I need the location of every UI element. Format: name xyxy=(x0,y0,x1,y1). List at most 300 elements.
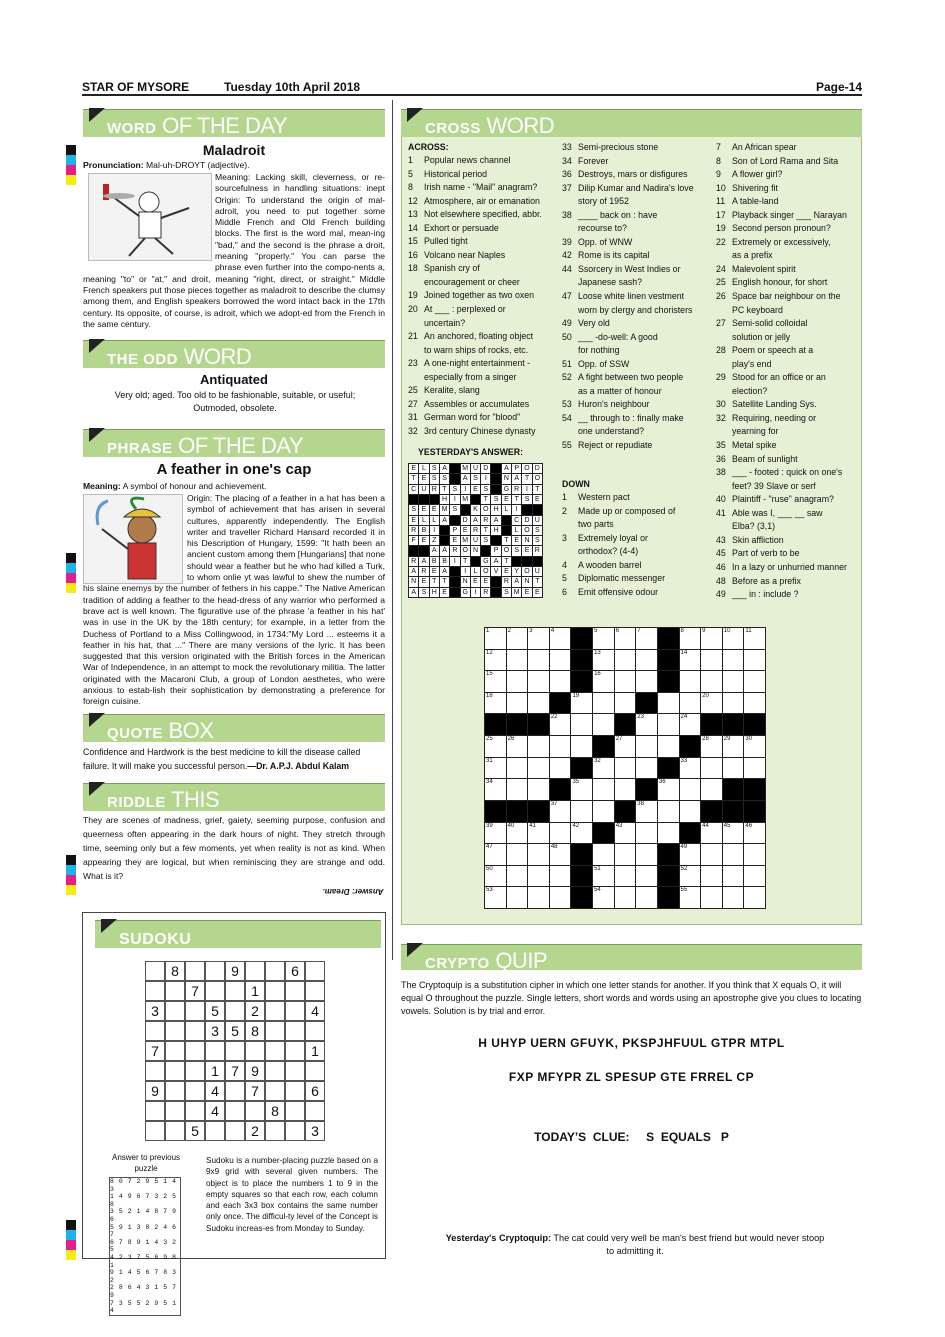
crossword-black-cell xyxy=(570,649,593,672)
crossword-cell[interactable]: 47 xyxy=(484,843,507,866)
sudoku-cell[interactable] xyxy=(285,1081,305,1101)
crossword-cell[interactable]: 18 xyxy=(484,692,507,715)
crossword-cell[interactable]: 32 xyxy=(592,757,615,780)
clue-row xyxy=(716,412,860,426)
yesterday-answer-cell: A xyxy=(408,566,419,577)
sudoku-cell[interactable] xyxy=(265,1121,285,1141)
crossword-cell[interactable]: 36 xyxy=(657,778,680,801)
sudoku-cell[interactable]: 3 xyxy=(145,1001,165,1021)
clue-number: 16 xyxy=(408,249,418,260)
sudoku-cell[interactable] xyxy=(265,961,285,981)
crossword-cell[interactable] xyxy=(592,843,615,866)
yesterday-answer-cell: A xyxy=(429,545,440,556)
sudoku-cell[interactable] xyxy=(225,1001,245,1021)
sudoku-cell[interactable] xyxy=(285,1041,305,1061)
crossword-cell[interactable]: 12 xyxy=(484,649,507,672)
crossword-cell[interactable] xyxy=(614,843,637,866)
crossword-cell[interactable] xyxy=(506,649,529,672)
sudoku-cell[interactable] xyxy=(205,1041,225,1061)
crossword-cell[interactable] xyxy=(614,692,637,715)
crossword-cell[interactable] xyxy=(743,843,766,866)
sudoku-cell[interactable] xyxy=(285,1001,305,1021)
clue-number: 39 xyxy=(562,236,572,247)
sudoku-cell[interactable] xyxy=(245,1041,265,1061)
crossword-cell[interactable] xyxy=(614,649,637,672)
sudoku-cell[interactable] xyxy=(225,981,245,1001)
crossword-cell[interactable] xyxy=(743,865,766,888)
crossword-cell[interactable]: 27 xyxy=(614,735,637,758)
sudoku-cell[interactable]: 2 xyxy=(245,1001,265,1021)
crossword-cell[interactable] xyxy=(722,843,745,866)
clue-row xyxy=(716,520,860,534)
crossword-cell[interactable] xyxy=(592,778,615,801)
sudoku-cell[interactable]: 4 xyxy=(205,1081,225,1101)
crossword-cell[interactable]: 5 xyxy=(592,627,615,650)
clue-number: 25 xyxy=(716,277,726,288)
crossword-cell[interactable] xyxy=(700,649,723,672)
crossword-cell[interactable] xyxy=(679,692,702,715)
odd-word-title: Antiquated xyxy=(200,372,268,387)
crossword-cell[interactable] xyxy=(657,800,680,823)
crossword-black-cell xyxy=(484,713,507,736)
clue-text: especially from a singer xyxy=(424,371,517,382)
clue-number: 7 xyxy=(716,142,721,152)
clue-text: Poem or speech at a xyxy=(732,345,814,356)
sudoku-cell[interactable] xyxy=(265,1021,285,1041)
sudoku-cell[interactable]: 5 xyxy=(185,1121,205,1141)
sudoku-cell[interactable] xyxy=(265,981,285,1001)
crossword-cell[interactable] xyxy=(527,843,550,866)
sudoku-cell[interactable]: 1 xyxy=(205,1061,225,1081)
crossword-cell[interactable]: 50 xyxy=(484,865,507,888)
sudoku-cell[interactable] xyxy=(305,961,325,981)
sudoku-cell[interactable]: 4 xyxy=(305,1001,325,1021)
yesterday-answer-cell: S xyxy=(429,473,440,484)
band-corner xyxy=(89,782,105,796)
crossword-black-cell xyxy=(657,886,680,909)
clue-row xyxy=(562,491,712,505)
crossword-cell[interactable]: 3 xyxy=(527,627,550,650)
clue-number xyxy=(562,222,578,236)
crossword-cell[interactable]: 37 xyxy=(549,800,572,823)
sudoku-cell[interactable] xyxy=(185,1021,205,1041)
yesterday-answer-cell: I xyxy=(429,525,440,536)
crossword-cell[interactable] xyxy=(549,757,572,780)
crossword-cell[interactable]: 24 xyxy=(679,713,702,736)
crossword-cell[interactable]: 1 xyxy=(484,627,507,650)
sudoku-cell[interactable] xyxy=(285,1021,305,1041)
sudoku-cell[interactable] xyxy=(285,1101,305,1121)
crossword-cell[interactable]: 20 xyxy=(700,692,723,715)
sudoku-cell[interactable]: 7 xyxy=(225,1061,245,1081)
crossword-cell[interactable] xyxy=(635,865,658,888)
sudoku-cell[interactable] xyxy=(145,1021,165,1041)
crossword-cell[interactable]: 49 xyxy=(679,843,702,866)
word-of-the-day-band xyxy=(83,109,385,137)
crossword-black-cell xyxy=(743,713,766,736)
crossword-cell[interactable] xyxy=(700,670,723,693)
sudoku-cell[interactable] xyxy=(225,1041,245,1061)
crossword-cell[interactable]: 15 xyxy=(484,670,507,693)
clue-number: 28 xyxy=(716,345,726,356)
clue-row xyxy=(562,317,712,331)
crossword-cell[interactable]: 16 xyxy=(592,670,615,693)
clue-text: Extremely loyal or xyxy=(578,532,648,543)
sudoku-cell[interactable]: 7 xyxy=(145,1041,165,1061)
crossword-cell[interactable]: 19 xyxy=(570,692,593,715)
yesterday-cryptoquip-text: The cat could very well be man's best friend but would never stoop to admitting it. xyxy=(551,1233,825,1256)
sudoku-cell[interactable] xyxy=(185,1041,205,1061)
crossword-cell[interactable] xyxy=(657,822,680,845)
crossword-cell[interactable]: 22 xyxy=(549,713,572,736)
yesterday-answer-cell: A xyxy=(501,463,512,474)
clue-number xyxy=(716,249,732,263)
crossword-cell[interactable]: 55 xyxy=(679,886,702,909)
sudoku-cell[interactable]: 7 xyxy=(185,981,205,1001)
crossword-cell[interactable] xyxy=(549,735,572,758)
meaning-label: Meaning: xyxy=(83,481,121,491)
crossword-cell[interactable]: 33 xyxy=(679,757,702,780)
crossword-cell[interactable] xyxy=(506,692,529,715)
yesterday-answer-cell: G xyxy=(501,484,512,495)
crossword-cell[interactable]: 54 xyxy=(592,886,615,909)
sudoku-cell[interactable] xyxy=(145,1121,165,1141)
sudoku-cell[interactable] xyxy=(185,1081,205,1101)
crossword-cell[interactable]: 41 xyxy=(527,822,550,845)
crossword-cell[interactable]: 46 xyxy=(743,822,766,845)
sudoku-cell[interactable] xyxy=(145,961,165,981)
crossword-cell[interactable]: 4 xyxy=(549,627,572,650)
crossword-cell[interactable] xyxy=(635,757,658,780)
crossword-cell[interactable] xyxy=(657,735,680,758)
crossword-cell[interactable] xyxy=(570,800,593,823)
crossword-cell[interactable] xyxy=(635,822,658,845)
crossword-cell[interactable] xyxy=(657,713,680,736)
crossword-cell[interactable]: 28 xyxy=(700,735,723,758)
previous-answer-row: 2 8 6 4 3 1 5 7 9 xyxy=(110,1284,177,1299)
crossword-cell[interactable] xyxy=(549,865,572,888)
sudoku-cell[interactable] xyxy=(165,981,185,1001)
sudoku-cell[interactable]: 5 xyxy=(205,1001,225,1021)
column-divider xyxy=(392,100,393,960)
sudoku-cell[interactable] xyxy=(245,961,265,981)
sudoku-cell[interactable] xyxy=(165,1041,185,1061)
crossword-cell[interactable] xyxy=(506,865,529,888)
crossword-cell[interactable] xyxy=(549,886,572,909)
yesterday-answer-cell: E xyxy=(521,545,532,556)
clue-row xyxy=(562,586,712,600)
crossword-cell[interactable] xyxy=(506,757,529,780)
crossword-cell[interactable]: 26 xyxy=(506,735,529,758)
clue-text: Dilip Kumar and Nadira's love xyxy=(578,182,694,193)
sudoku-cell[interactable] xyxy=(185,1061,205,1081)
sudoku-cell[interactable]: 2 xyxy=(245,1121,265,1141)
crossword-cell[interactable] xyxy=(506,843,529,866)
sudoku-cell[interactable] xyxy=(185,961,205,981)
crossword-band xyxy=(401,109,862,137)
clue-row xyxy=(716,480,860,494)
sudoku-grid xyxy=(145,961,325,1141)
sudoku-cell[interactable] xyxy=(285,1061,305,1081)
sudoku-cell[interactable] xyxy=(145,1101,165,1121)
sudoku-cell[interactable]: 9 xyxy=(245,1061,265,1081)
clue-row xyxy=(408,276,558,290)
sudoku-cell[interactable] xyxy=(165,1081,185,1101)
crossword-cell[interactable] xyxy=(700,843,723,866)
crossword-cell[interactable] xyxy=(614,757,637,780)
crossword-cell[interactable] xyxy=(592,692,615,715)
band-corner xyxy=(101,919,117,933)
clue-text: Emit offensive odour xyxy=(578,586,659,597)
crossword-cell[interactable] xyxy=(527,757,550,780)
sudoku-cell[interactable]: 8 xyxy=(165,961,185,981)
crossword-cell[interactable] xyxy=(722,865,745,888)
crossword-black-cell xyxy=(506,800,529,823)
clue-text: play's end xyxy=(732,358,772,369)
crossword-cell[interactable]: 53 xyxy=(484,886,507,909)
crossword-cell[interactable]: 45 xyxy=(722,822,745,845)
crossword-cell[interactable]: 38 xyxy=(635,800,658,823)
crossword-cell[interactable]: 14 xyxy=(679,649,702,672)
crossword-cell[interactable] xyxy=(527,778,550,801)
sudoku-cell[interactable] xyxy=(165,1061,185,1081)
crossword-cell[interactable]: 7 xyxy=(635,627,658,650)
sudoku-cell[interactable] xyxy=(265,1001,285,1021)
clue-row xyxy=(562,195,712,209)
band-corner xyxy=(89,339,105,353)
crossword-cell[interactable] xyxy=(614,778,637,801)
crossword-cell[interactable] xyxy=(635,843,658,866)
cryptoquip-line-2: FXP MFYPR ZL SPESUP GTE FRREL CP xyxy=(508,1070,755,1084)
sudoku-cell[interactable]: 8 xyxy=(245,1021,265,1041)
cryptoquip-band xyxy=(401,944,862,973)
sudoku-cell[interactable]: 7 xyxy=(245,1081,265,1101)
crossword-cell[interactable]: 48 xyxy=(549,843,572,866)
sudoku-cell[interactable] xyxy=(265,1081,285,1101)
sudoku-cell[interactable] xyxy=(305,1061,325,1081)
sudoku-cell[interactable] xyxy=(205,961,225,981)
sudoku-cell[interactable]: 9 xyxy=(145,1081,165,1101)
clue-number: 23 xyxy=(408,358,418,369)
clue-row xyxy=(716,507,860,521)
crossword-cell[interactable] xyxy=(700,886,723,909)
image-wrap-spacer xyxy=(83,493,187,581)
crossword-cell[interactable]: 52 xyxy=(679,865,702,888)
clue-row xyxy=(562,505,712,519)
clue-number: 36 xyxy=(562,169,572,180)
sudoku-cell[interactable]: 6 xyxy=(305,1081,325,1101)
sudoku-cell[interactable]: 8 xyxy=(265,1101,285,1121)
sudoku-cell[interactable] xyxy=(265,1061,285,1081)
sudoku-cell[interactable] xyxy=(305,981,325,1001)
crossword-cell[interactable]: 42 xyxy=(570,822,593,845)
crossword-cell[interactable] xyxy=(700,757,723,780)
crossword-cell[interactable] xyxy=(635,649,658,672)
clue-row xyxy=(562,344,712,358)
crossword-cell[interactable] xyxy=(570,735,593,758)
odd-word-band xyxy=(83,340,385,368)
sudoku-cell[interactable] xyxy=(305,1021,325,1041)
crossword-cell[interactable] xyxy=(570,713,593,736)
crossword-cell[interactable] xyxy=(527,865,550,888)
crossword-cell[interactable] xyxy=(722,757,745,780)
yesterday-answer-cell: E xyxy=(521,587,532,598)
crossword-cell[interactable] xyxy=(506,778,529,801)
crossword-cell[interactable] xyxy=(679,778,702,801)
crossword-cell[interactable] xyxy=(527,649,550,672)
sudoku-cell[interactable] xyxy=(165,1021,185,1041)
sudoku-cell[interactable]: 1 xyxy=(305,1041,325,1061)
sudoku-cell[interactable] xyxy=(205,1121,225,1141)
crossword-cell[interactable] xyxy=(743,886,766,909)
crossword-cell[interactable] xyxy=(700,778,723,801)
yesterday-answer-cell: S xyxy=(501,587,512,598)
crossword-cell[interactable] xyxy=(592,800,615,823)
yesterday-answer-cell: U xyxy=(532,515,543,526)
crossword-cell[interactable]: 40 xyxy=(506,822,529,845)
crossword-cell[interactable] xyxy=(743,757,766,780)
crossword-cell[interactable]: 10 xyxy=(722,627,745,650)
crossword-cell[interactable] xyxy=(614,865,637,888)
crossword-cell[interactable]: 13 xyxy=(592,649,615,672)
clue-number: 15 xyxy=(408,236,418,247)
crossword-cell[interactable] xyxy=(614,886,637,909)
yesterday-answer-cell: R xyxy=(480,515,491,526)
crossword-cell[interactable] xyxy=(743,649,766,672)
crossword-cell[interactable] xyxy=(549,822,572,845)
crossword-cell[interactable]: 35 xyxy=(570,778,593,801)
sudoku-cell[interactable] xyxy=(145,1061,165,1081)
phrase-body-text: Origin: The placing of a feather in a hat has been a symbol of achievement that has arisen in several cultures, apparently independently. The English writer and traveller Richard Hansard recorded it in his Description of Hungary, 1599: "It hath been an ancient custom among them [Hungarians] that none should wear a feather but he who had killed a Turk, to whom onlie yt was lawful to shew the number of his slaine enemys by the number of fethers in his cappe." The Native American tradition of adding a feather to the head-dress of any warrior who performed a brave act is well known. The figurative use of the phrase 'a feather in his hat' was in use in the UK by the 18th century; for example, in a letter from the Duchess of Portland to a Miss Collingwood, in 1734:"My Lord ... esteems it a feather in his hat, that ..." There are many versions of the lyric. It has been suggested that this version originated with the British forces in the American War of Independence, in an attempt to mock the revolutionary militia. The latter originated with the Macaroni Club, a group of London aesthetes, who were anxious to estab-lish their sophistication by demonstrating a preference for foreign cuisine. xyxy=(83,493,385,707)
crossword-cell[interactable]: 43 xyxy=(614,822,637,845)
clue-number: 51 xyxy=(562,358,572,369)
clue-row xyxy=(716,493,860,507)
sudoku-cell[interactable] xyxy=(205,981,225,1001)
sudoku-cell[interactable] xyxy=(165,1101,185,1121)
crossword-cell[interactable]: 11 xyxy=(743,627,766,650)
clue-text: A flower girl? xyxy=(732,169,783,180)
crossword-cell[interactable] xyxy=(700,865,723,888)
crossword-cell[interactable] xyxy=(614,670,637,693)
band-corner xyxy=(89,108,105,122)
sudoku-cell[interactable] xyxy=(285,1121,305,1141)
crossword-cell[interactable]: 34 xyxy=(484,778,507,801)
sudoku-cell[interactable]: 1 xyxy=(245,981,265,1001)
clue-text: 3rd century Chinese dynasty xyxy=(424,425,536,436)
crossword-cell[interactable] xyxy=(506,670,529,693)
crossword-cell[interactable] xyxy=(549,649,572,672)
sudoku-cell[interactable] xyxy=(225,1121,245,1141)
crossword-cell[interactable] xyxy=(635,735,658,758)
crossword-cell[interactable]: 44 xyxy=(700,822,723,845)
sudoku-cell[interactable]: 4 xyxy=(205,1101,225,1121)
previous-sudoku-answer xyxy=(109,1177,181,1316)
sudoku-cell[interactable] xyxy=(225,1081,245,1101)
crossword-cell[interactable]: 31 xyxy=(484,757,507,780)
yesterday-answer-cell: E xyxy=(429,566,440,577)
sudoku-cell[interactable] xyxy=(305,1101,325,1121)
sudoku-cell[interactable] xyxy=(185,1101,205,1121)
crossword-cell[interactable] xyxy=(722,886,745,909)
crossword-cell[interactable]: 30 xyxy=(743,735,766,758)
yesterday-answer-cell: M xyxy=(439,504,450,515)
sudoku-cell[interactable]: 6 xyxy=(285,961,305,981)
crossword-cell[interactable]: 8 xyxy=(679,627,702,650)
sudoku-band xyxy=(95,920,381,948)
crossword-cell[interactable]: 25 xyxy=(484,735,507,758)
crossword-cell[interactable]: 6 xyxy=(614,627,637,650)
crossword-cell[interactable]: 39 xyxy=(484,822,507,845)
sudoku-cell[interactable] xyxy=(225,1101,245,1121)
sudoku-cell[interactable]: 3 xyxy=(205,1021,225,1041)
sudoku-cell[interactable] xyxy=(165,1121,185,1141)
crossword-cell[interactable] xyxy=(527,735,550,758)
yesterday-answer-heading: YESTERDAY'S ANSWER: xyxy=(418,447,524,457)
crossword-cell[interactable] xyxy=(527,670,550,693)
crossword-cell[interactable] xyxy=(743,670,766,693)
crossword-cell[interactable]: 29 xyxy=(722,735,745,758)
yesterday-answer-cell: R xyxy=(480,587,491,598)
quote-body: Confidence and Hardwork is the best medicine to kill the disease called failure. It will make you successful person. xyxy=(83,747,361,771)
clue-row xyxy=(562,168,712,182)
clue-text: Reject or repudiate xyxy=(578,440,653,451)
sudoku-cell[interactable] xyxy=(185,1001,205,1021)
clue-number: 52 xyxy=(562,372,572,383)
crossword-cell[interactable] xyxy=(722,649,745,672)
crossword-cell[interactable] xyxy=(722,670,745,693)
sudoku-cell[interactable]: 9 xyxy=(225,961,245,981)
crossword-cell[interactable]: 9 xyxy=(700,627,723,650)
yesterday-answer-cell: D xyxy=(460,515,471,526)
crossword-cell[interactable] xyxy=(635,886,658,909)
clue-text: Pulled tight xyxy=(424,236,468,247)
clue-text: Satellite Landing Sys. xyxy=(732,399,817,410)
crossword-cell[interactable] xyxy=(527,886,550,909)
crossword-cell[interactable]: 2 xyxy=(506,627,529,650)
crossword-cell[interactable] xyxy=(592,713,615,736)
sudoku-cell[interactable] xyxy=(145,981,165,1001)
crossword-black-cell xyxy=(657,670,680,693)
crossword-cell[interactable] xyxy=(679,670,702,693)
crossword-cell[interactable]: 23 xyxy=(635,713,658,736)
crossword-black-cell xyxy=(592,735,615,758)
sudoku-cell[interactable]: 3 xyxy=(305,1121,325,1141)
crossword-cell[interactable] xyxy=(657,692,680,715)
yesterday-answer-cell: E xyxy=(532,587,543,598)
crossword-cell[interactable] xyxy=(679,800,702,823)
sudoku-cell[interactable] xyxy=(285,981,305,1001)
sudoku-cell[interactable]: 5 xyxy=(225,1021,245,1041)
crossword-cell[interactable] xyxy=(722,692,745,715)
crossword-black-cell xyxy=(570,627,593,650)
crossword-cell[interactable] xyxy=(549,670,572,693)
crossword-cell[interactable] xyxy=(743,692,766,715)
clue-text: Semi-precious stone xyxy=(578,142,659,152)
clue-text: Part of verb to be xyxy=(732,548,800,559)
crossword-cell[interactable] xyxy=(635,670,658,693)
sudoku-cell[interactable] xyxy=(165,1001,185,1021)
sudoku-cell[interactable] xyxy=(265,1041,285,1061)
clue-row xyxy=(408,357,558,371)
crossword-cell[interactable]: 51 xyxy=(592,865,615,888)
crossword-cell[interactable] xyxy=(506,886,529,909)
crossword-black-cell xyxy=(657,649,680,672)
sudoku-cell[interactable] xyxy=(245,1101,265,1121)
yesterday-answer-cell: E xyxy=(449,535,460,546)
clue-number: 2 xyxy=(562,505,567,516)
clue-row xyxy=(716,575,860,589)
crossword-cell[interactable] xyxy=(527,692,550,715)
